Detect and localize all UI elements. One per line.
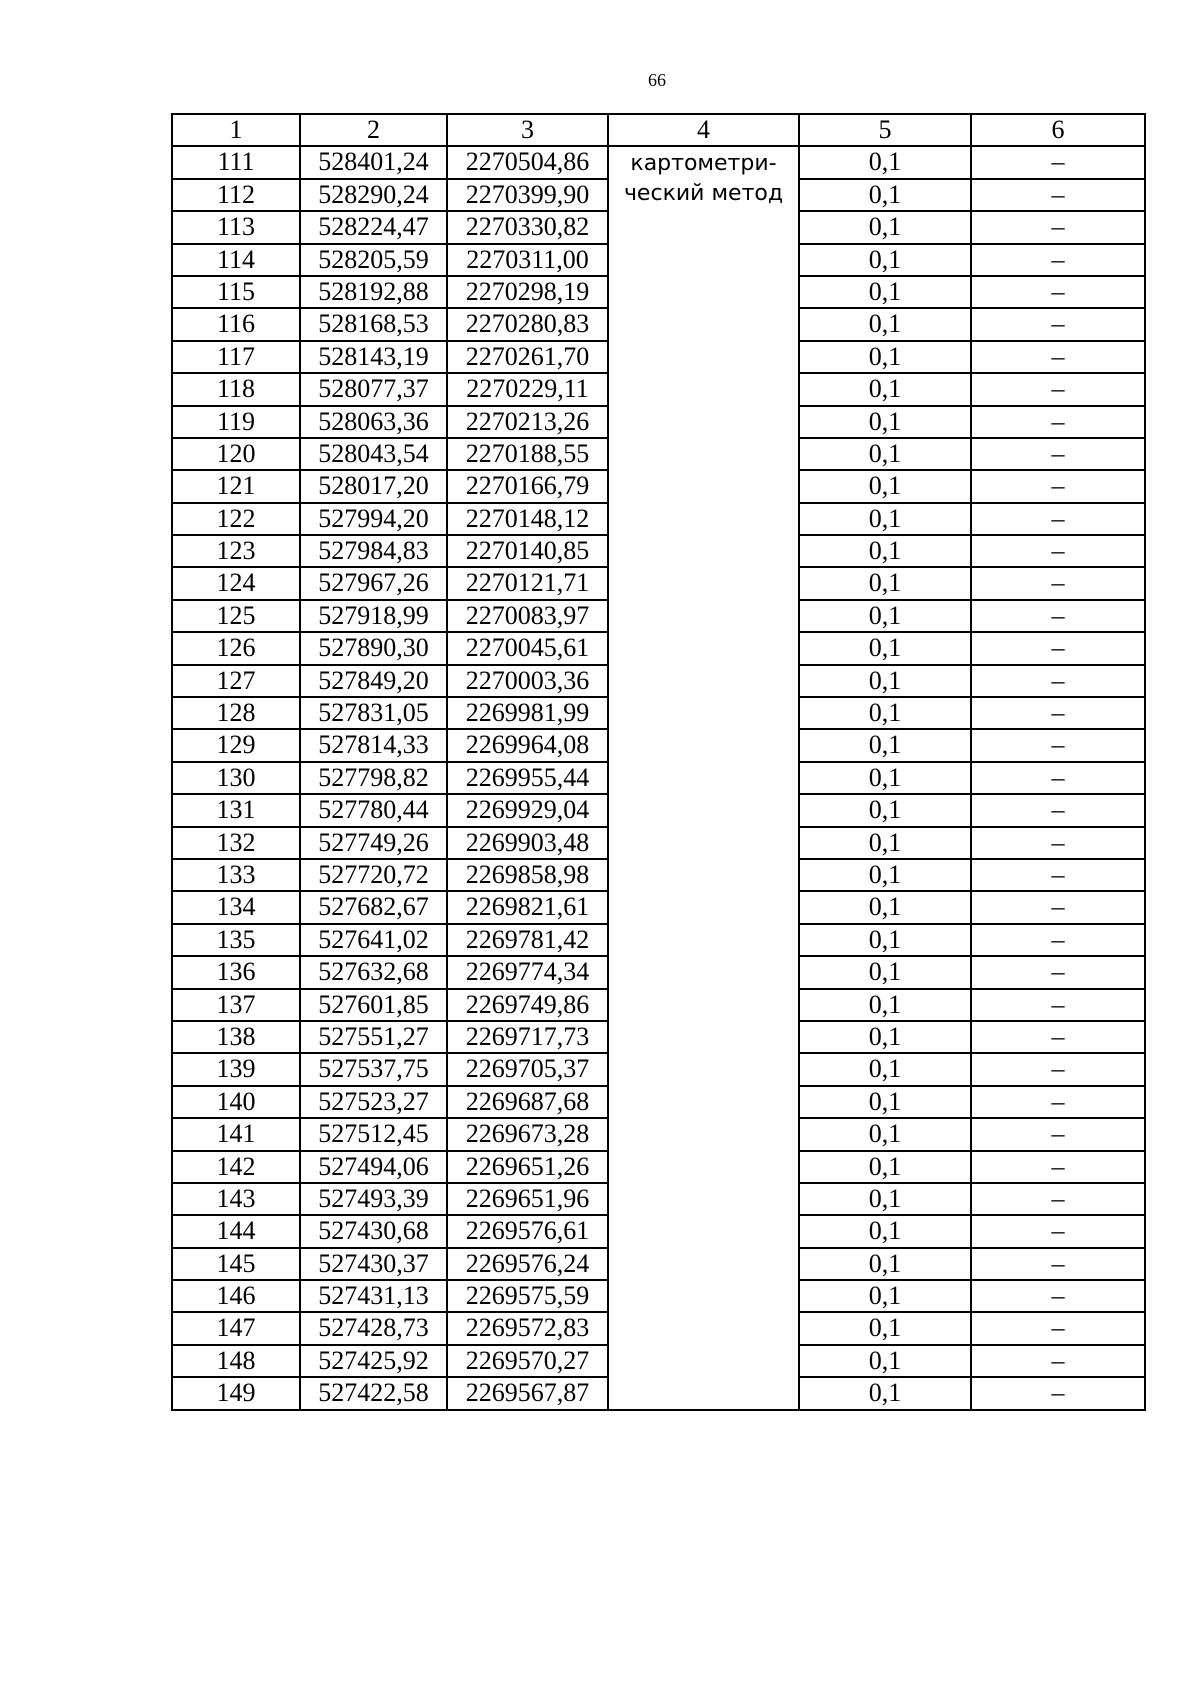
- x-coordinate-cell: 528192,88: [300, 276, 447, 308]
- point-number-cell: 124: [172, 567, 300, 599]
- point-number-cell: 146: [172, 1280, 300, 1312]
- x-coordinate-cell: 527431,13: [300, 1280, 447, 1312]
- point-number-cell: 147: [172, 1312, 300, 1344]
- x-coordinate-cell: 528063,36: [300, 406, 447, 438]
- description-cell: –: [971, 1183, 1145, 1215]
- accuracy-cell: 0,1: [799, 1312, 971, 1344]
- y-coordinate-cell: 2269903,48: [447, 827, 608, 859]
- y-coordinate-cell: 2269821,61: [447, 891, 608, 923]
- x-coordinate-cell: 527493,39: [300, 1183, 447, 1215]
- accuracy-cell: 0,1: [799, 1215, 971, 1247]
- accuracy-cell: 0,1: [799, 1086, 971, 1118]
- x-coordinate-cell: 527918,99: [300, 600, 447, 632]
- point-number-cell: 149: [172, 1377, 300, 1409]
- header-col-3: 3: [447, 114, 608, 146]
- x-coordinate-cell: 527551,27: [300, 1021, 447, 1053]
- x-coordinate-cell: 527849,20: [300, 665, 447, 697]
- y-coordinate-cell: 2269572,83: [447, 1312, 608, 1344]
- description-cell: –: [971, 438, 1145, 470]
- x-coordinate-cell: 528290,24: [300, 179, 447, 211]
- point-number-cell: 141: [172, 1118, 300, 1150]
- accuracy-cell: 0,1: [799, 308, 971, 340]
- y-coordinate-cell: 2270298,19: [447, 276, 608, 308]
- description-cell: –: [971, 146, 1145, 178]
- x-coordinate-cell: 527720,72: [300, 859, 447, 891]
- accuracy-cell: 0,1: [799, 1021, 971, 1053]
- description-cell: –: [971, 729, 1145, 761]
- point-number-cell: 115: [172, 276, 300, 308]
- accuracy-cell: 0,1: [799, 211, 971, 243]
- accuracy-cell: 0,1: [799, 1183, 971, 1215]
- y-coordinate-cell: 2270188,55: [447, 438, 608, 470]
- point-number-cell: 126: [172, 632, 300, 664]
- description-cell: –: [971, 1377, 1145, 1409]
- point-number-cell: 112: [172, 179, 300, 211]
- x-coordinate-cell: 527780,44: [300, 794, 447, 826]
- accuracy-cell: 0,1: [799, 827, 971, 859]
- accuracy-cell: 0,1: [799, 1118, 971, 1150]
- point-number-cell: 143: [172, 1183, 300, 1215]
- description-cell: –: [971, 956, 1145, 988]
- y-coordinate-cell: 2270229,11: [447, 373, 608, 405]
- y-coordinate-cell: 2269858,98: [447, 859, 608, 891]
- page-number: 66: [648, 70, 666, 90]
- x-coordinate-cell: 527890,30: [300, 632, 447, 664]
- x-coordinate-cell: 527430,37: [300, 1248, 447, 1280]
- description-cell: –: [971, 600, 1145, 632]
- accuracy-cell: 0,1: [799, 503, 971, 535]
- y-coordinate-cell: 2269651,26: [447, 1151, 608, 1183]
- x-coordinate-cell: 527682,67: [300, 891, 447, 923]
- x-coordinate-cell: 528401,24: [300, 146, 447, 178]
- method-text: картометри- ческий метод: [623, 151, 784, 207]
- y-coordinate-cell: 2269575,59: [447, 1280, 608, 1312]
- point-number-cell: 134: [172, 891, 300, 923]
- point-number-cell: 121: [172, 470, 300, 502]
- x-coordinate-cell: 527641,02: [300, 924, 447, 956]
- accuracy-cell: 0,1: [799, 1377, 971, 1409]
- accuracy-cell: 0,1: [799, 1151, 971, 1183]
- description-cell: –: [971, 827, 1145, 859]
- x-coordinate-cell: 527994,20: [300, 503, 447, 535]
- description-cell: –: [971, 373, 1145, 405]
- accuracy-cell: 0,1: [799, 276, 971, 308]
- accuracy-cell: 0,1: [799, 406, 971, 438]
- accuracy-cell: 0,1: [799, 632, 971, 664]
- x-coordinate-cell: 527632,68: [300, 956, 447, 988]
- x-coordinate-cell: 527984,83: [300, 535, 447, 567]
- point-number-cell: 128: [172, 697, 300, 729]
- accuracy-cell: 0,1: [799, 1053, 971, 1085]
- y-coordinate-cell: 2269964,08: [447, 729, 608, 761]
- point-number-cell: 129: [172, 729, 300, 761]
- point-number-cell: 133: [172, 859, 300, 891]
- accuracy-cell: 0,1: [799, 665, 971, 697]
- x-coordinate-cell: 528143,19: [300, 341, 447, 373]
- description-cell: –: [971, 1086, 1145, 1118]
- description-cell: –: [971, 697, 1145, 729]
- description-cell: –: [971, 1312, 1145, 1344]
- accuracy-cell: 0,1: [799, 179, 971, 211]
- y-coordinate-cell: 2270213,26: [447, 406, 608, 438]
- y-coordinate-cell: 2269567,87: [447, 1377, 608, 1409]
- y-coordinate-cell: 2270121,71: [447, 567, 608, 599]
- point-number-cell: 119: [172, 406, 300, 438]
- point-number-cell: 131: [172, 794, 300, 826]
- y-coordinate-cell: 2270045,61: [447, 632, 608, 664]
- x-coordinate-cell: 528017,20: [300, 470, 447, 502]
- description-cell: –: [971, 211, 1145, 243]
- accuracy-cell: 0,1: [799, 567, 971, 599]
- y-coordinate-cell: 2269929,04: [447, 794, 608, 826]
- x-coordinate-cell: 527512,45: [300, 1118, 447, 1150]
- x-coordinate-cell: 527523,27: [300, 1086, 447, 1118]
- description-cell: –: [971, 503, 1145, 535]
- table-body: [172, 146, 1145, 1409]
- header-col-6: 6: [971, 114, 1145, 146]
- y-coordinate-cell: 2269749,86: [447, 989, 608, 1021]
- description-cell: –: [971, 859, 1145, 891]
- x-coordinate-cell: 527967,26: [300, 567, 447, 599]
- point-number-cell: 118: [172, 373, 300, 405]
- accuracy-cell: 0,1: [799, 729, 971, 761]
- point-number-cell: 120: [172, 438, 300, 470]
- description-cell: –: [971, 1215, 1145, 1247]
- x-coordinate-cell: 527428,73: [300, 1312, 447, 1344]
- point-number-cell: 137: [172, 989, 300, 1021]
- point-number-cell: 123: [172, 535, 300, 567]
- y-coordinate-cell: 2269774,34: [447, 956, 608, 988]
- y-coordinate-cell: 2269981,99: [447, 697, 608, 729]
- point-number-cell: 127: [172, 665, 300, 697]
- y-coordinate-cell: 2270261,70: [447, 341, 608, 373]
- header-col-5: 5: [799, 114, 971, 146]
- x-coordinate-cell: 528077,37: [300, 373, 447, 405]
- y-coordinate-cell: 2270166,79: [447, 470, 608, 502]
- accuracy-cell: 0,1: [799, 989, 971, 1021]
- y-coordinate-cell: 2270399,90: [447, 179, 608, 211]
- description-cell: –: [971, 567, 1145, 599]
- x-coordinate-cell: 527430,68: [300, 1215, 447, 1247]
- description-cell: –: [971, 179, 1145, 211]
- y-coordinate-cell: 2269673,28: [447, 1118, 608, 1150]
- description-cell: –: [971, 891, 1145, 923]
- point-number-cell: 132: [172, 827, 300, 859]
- x-coordinate-cell: 527814,33: [300, 729, 447, 761]
- point-number-cell: 117: [172, 341, 300, 373]
- point-number-cell: 144: [172, 1215, 300, 1247]
- x-coordinate-cell: 527494,06: [300, 1151, 447, 1183]
- y-coordinate-cell: 2269717,73: [447, 1021, 608, 1053]
- accuracy-cell: 0,1: [799, 438, 971, 470]
- y-coordinate-cell: 2270311,00: [447, 244, 608, 276]
- accuracy-cell: 0,1: [799, 891, 971, 923]
- description-cell: –: [971, 1248, 1145, 1280]
- description-cell: –: [971, 1053, 1145, 1085]
- table-row: [172, 146, 1145, 178]
- x-coordinate-cell: 527537,75: [300, 1053, 447, 1085]
- y-coordinate-cell: 2270280,83: [447, 308, 608, 340]
- accuracy-cell: 0,1: [799, 470, 971, 502]
- point-number-cell: 138: [172, 1021, 300, 1053]
- y-coordinate-cell: 2269576,24: [447, 1248, 608, 1280]
- x-coordinate-cell: 527422,58: [300, 1377, 447, 1409]
- y-coordinate-cell: 2270083,97: [447, 600, 608, 632]
- description-cell: –: [971, 1118, 1145, 1150]
- point-number-cell: 114: [172, 244, 300, 276]
- x-coordinate-cell: 528205,59: [300, 244, 447, 276]
- x-coordinate-cell: 527749,26: [300, 827, 447, 859]
- point-number-cell: 111: [172, 146, 300, 178]
- header-col-2: 2: [300, 114, 447, 146]
- description-cell: –: [971, 470, 1145, 502]
- accuracy-cell: 0,1: [799, 146, 971, 178]
- accuracy-cell: 0,1: [799, 373, 971, 405]
- description-cell: –: [971, 665, 1145, 697]
- x-coordinate-cell: 528224,47: [300, 211, 447, 243]
- description-cell: –: [971, 632, 1145, 664]
- y-coordinate-cell: 2270504,86: [447, 146, 608, 178]
- accuracy-cell: 0,1: [799, 535, 971, 567]
- point-number-cell: 136: [172, 956, 300, 988]
- y-coordinate-cell: 2269576,61: [447, 1215, 608, 1247]
- description-cell: –: [971, 341, 1145, 373]
- accuracy-cell: 0,1: [799, 956, 971, 988]
- y-coordinate-cell: 2269570,27: [447, 1345, 608, 1377]
- accuracy-cell: 0,1: [799, 697, 971, 729]
- description-cell: –: [971, 406, 1145, 438]
- table-header-row: [172, 114, 1145, 146]
- method-cell: [608, 146, 799, 1409]
- description-cell: –: [971, 1345, 1145, 1377]
- y-coordinate-cell: 2269781,42: [447, 924, 608, 956]
- accuracy-cell: 0,1: [799, 762, 971, 794]
- point-number-cell: 135: [172, 924, 300, 956]
- point-number-cell: 140: [172, 1086, 300, 1118]
- x-coordinate-cell: 527601,85: [300, 989, 447, 1021]
- description-cell: –: [971, 924, 1145, 956]
- point-number-cell: 116: [172, 308, 300, 340]
- x-coordinate-cell: 527798,82: [300, 762, 447, 794]
- x-coordinate-cell: 528043,54: [300, 438, 447, 470]
- description-cell: –: [971, 989, 1145, 1021]
- description-cell: –: [971, 1021, 1145, 1053]
- description-cell: –: [971, 1151, 1145, 1183]
- point-number-cell: 125: [172, 600, 300, 632]
- y-coordinate-cell: 2269687,68: [447, 1086, 608, 1118]
- y-coordinate-cell: 2269651,96: [447, 1183, 608, 1215]
- coordinates-table: [171, 113, 1146, 1411]
- point-number-cell: 113: [172, 211, 300, 243]
- description-cell: –: [971, 276, 1145, 308]
- y-coordinate-cell: 2270003,36: [447, 665, 608, 697]
- y-coordinate-cell: 2270148,12: [447, 503, 608, 535]
- y-coordinate-cell: 2269705,37: [447, 1053, 608, 1085]
- accuracy-cell: 0,1: [799, 1248, 971, 1280]
- y-coordinate-cell: 2270140,85: [447, 535, 608, 567]
- point-number-cell: 142: [172, 1151, 300, 1183]
- point-number-cell: 130: [172, 762, 300, 794]
- point-number-cell: 139: [172, 1053, 300, 1085]
- description-cell: –: [971, 794, 1145, 826]
- accuracy-cell: 0,1: [799, 341, 971, 373]
- description-cell: –: [971, 1280, 1145, 1312]
- accuracy-cell: 0,1: [799, 244, 971, 276]
- x-coordinate-cell: 527425,92: [300, 1345, 447, 1377]
- description-cell: –: [971, 244, 1145, 276]
- description-cell: –: [971, 762, 1145, 794]
- y-coordinate-cell: 2269955,44: [447, 762, 608, 794]
- point-number-cell: 145: [172, 1248, 300, 1280]
- description-cell: –: [971, 535, 1145, 567]
- description-cell: –: [971, 308, 1145, 340]
- x-coordinate-cell: 528168,53: [300, 308, 447, 340]
- point-number-cell: 148: [172, 1345, 300, 1377]
- accuracy-cell: 0,1: [799, 794, 971, 826]
- y-coordinate-cell: 2270330,82: [447, 211, 608, 243]
- accuracy-cell: 0,1: [799, 600, 971, 632]
- x-coordinate-cell: 527831,05: [300, 697, 447, 729]
- point-number-cell: 122: [172, 503, 300, 535]
- accuracy-cell: 0,1: [799, 1345, 971, 1377]
- header-col-1: 1: [172, 114, 300, 146]
- accuracy-cell: 0,1: [799, 1280, 971, 1312]
- accuracy-cell: 0,1: [799, 924, 971, 956]
- accuracy-cell: 0,1: [799, 859, 971, 891]
- header-col-4: 4: [608, 114, 799, 146]
